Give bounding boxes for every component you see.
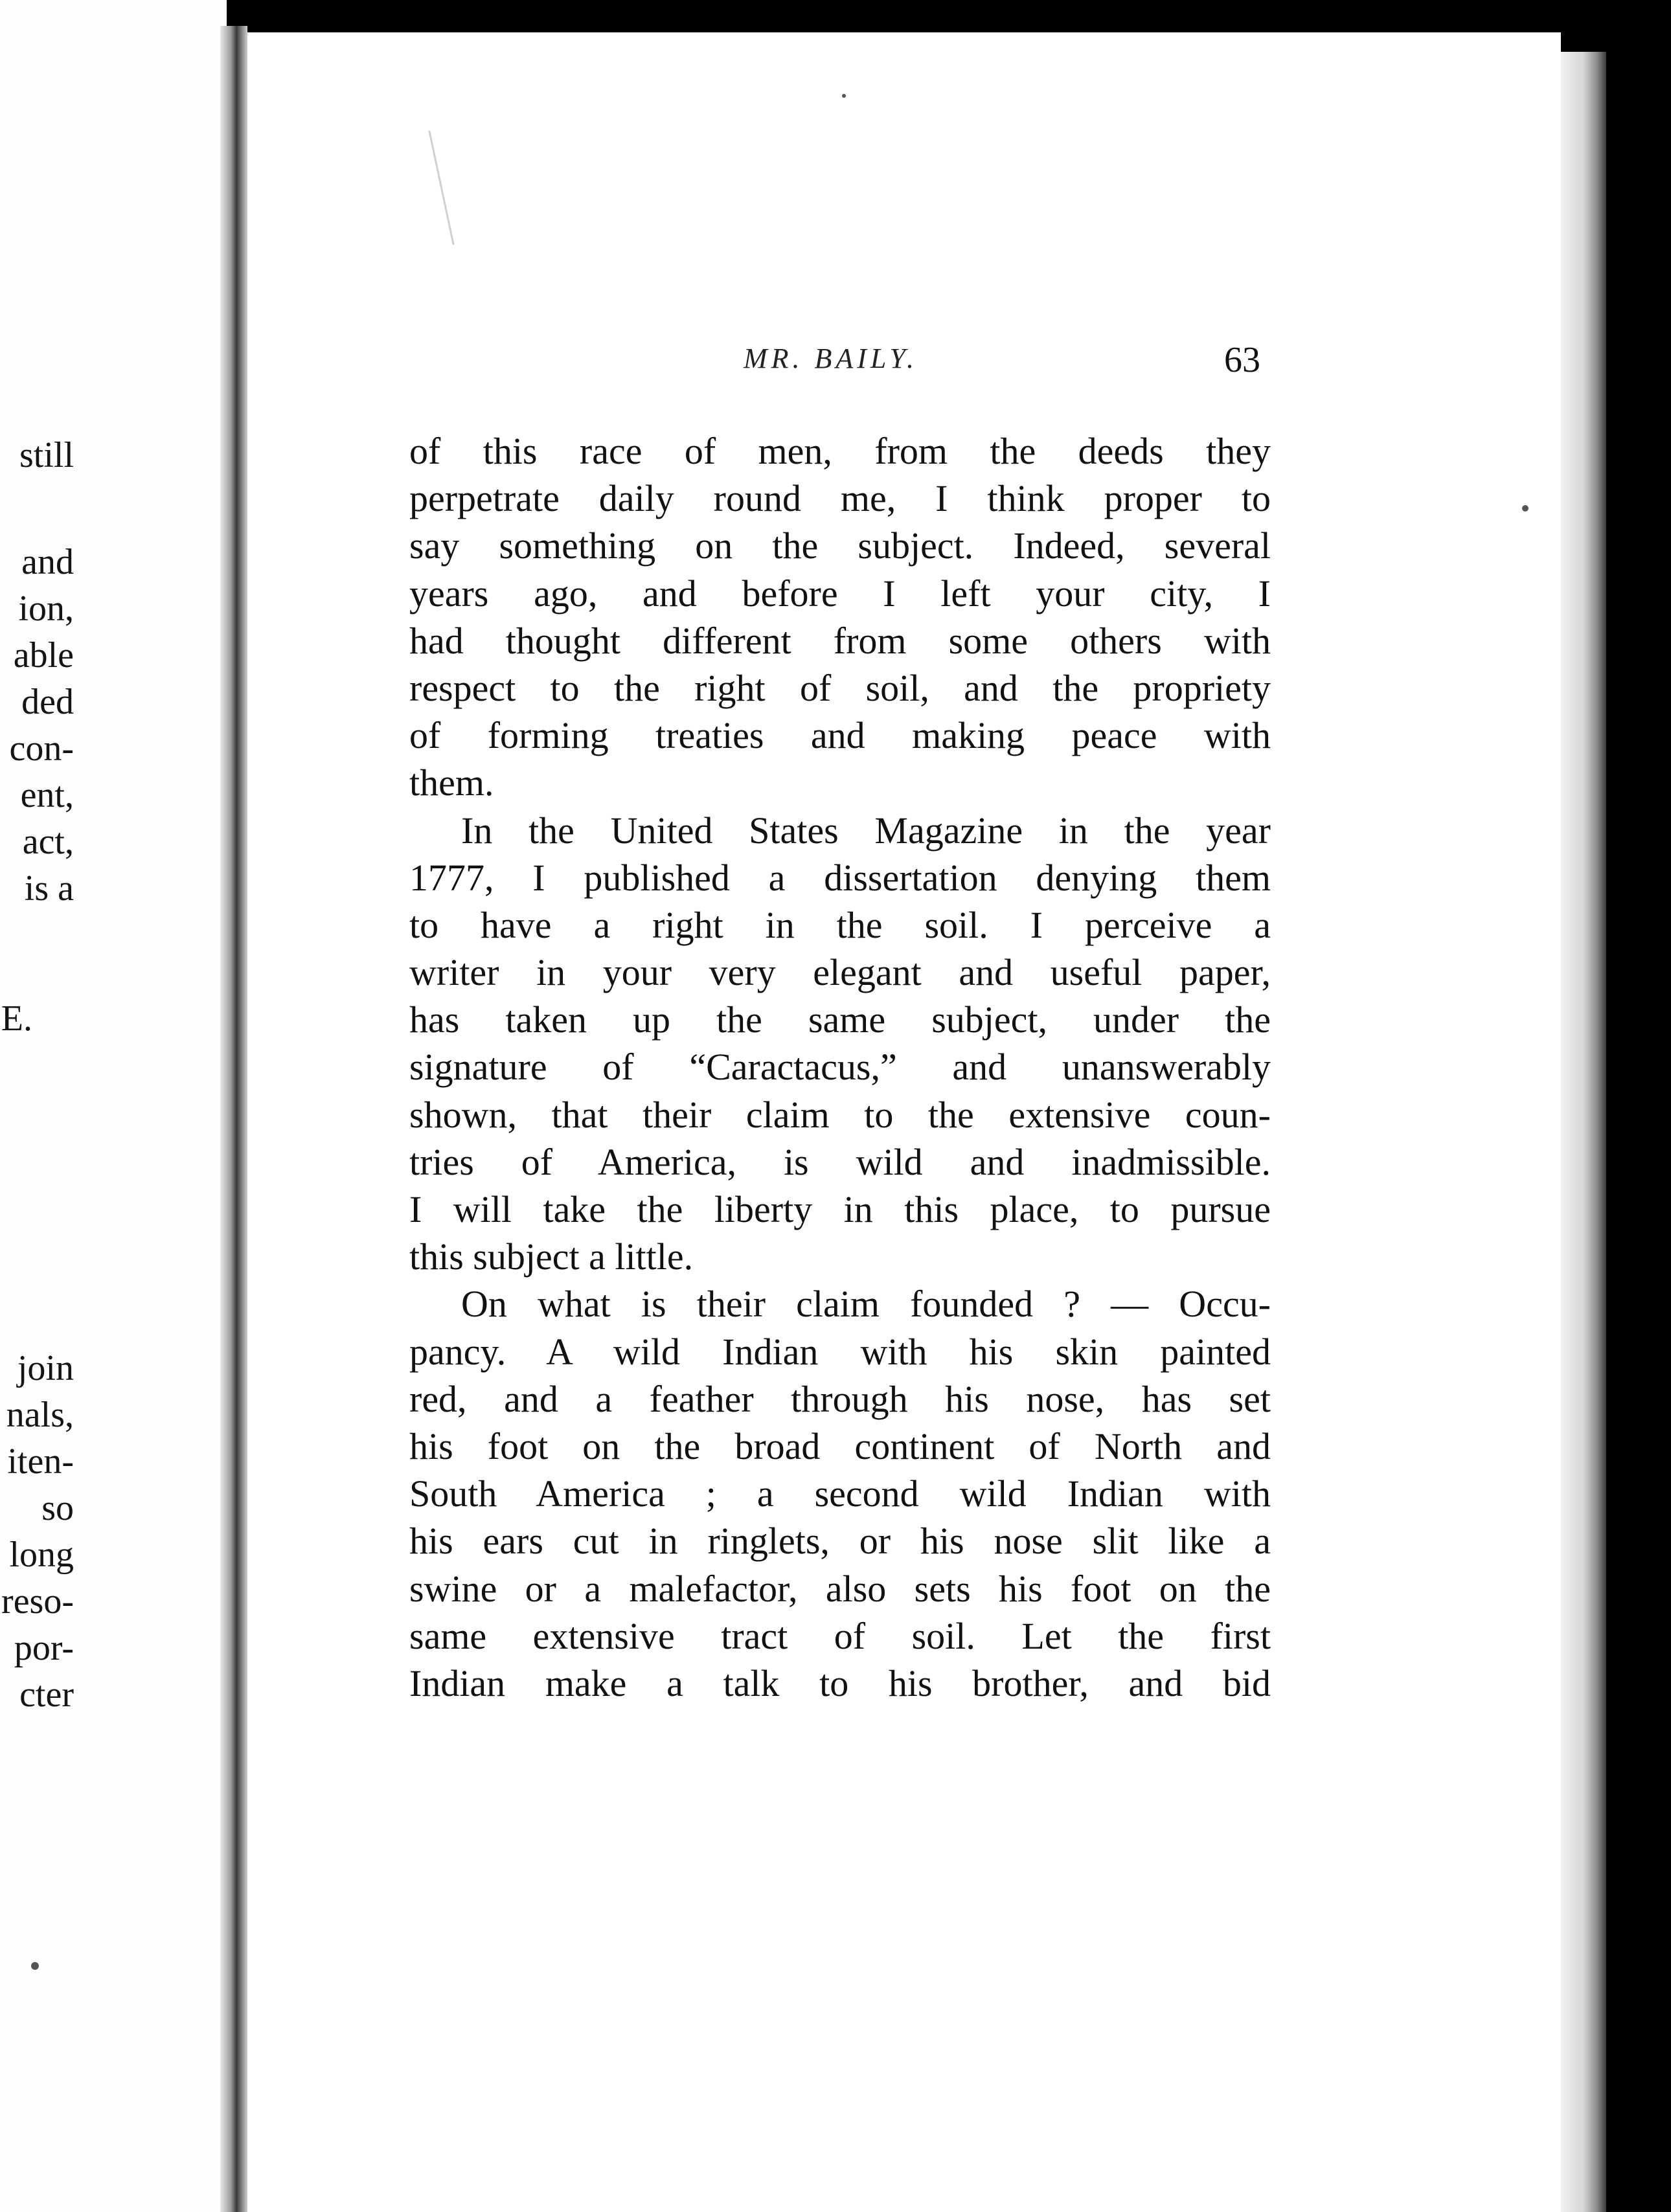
text-line: years ago, and before I left your city, I: [409, 572, 1271, 615]
text-line: South America ; a second wild Indian with: [409, 1473, 1271, 1515]
page-number: 63: [1224, 340, 1260, 380]
left-page-fragment: long: [9, 1535, 74, 1575]
left-page-fragment: iten-: [7, 1441, 74, 1482]
text-line: his ears cut in ringlets, or his nose slit like a: [409, 1520, 1271, 1563]
left-page-fragment: still: [19, 435, 74, 475]
text-line: tries of America, is wild and inadmissible.: [409, 1140, 1271, 1183]
left-page-fragment: con-: [9, 728, 74, 769]
text-line: swine or a malefactor, also sets his foot on the: [409, 1567, 1271, 1610]
text-line: red, and a feather through his nose, has set: [409, 1377, 1271, 1420]
left-page-fragment: able: [13, 635, 74, 675]
left-page-fragment: reso-: [1, 1581, 74, 1621]
text-line: same extensive tract of soil. Let the first: [409, 1614, 1271, 1657]
text-line: signature of “Caractacus,” and unanswerably: [409, 1046, 1271, 1089]
left-page-fragment: ent,: [20, 775, 74, 815]
body-text: [409, 427, 1271, 1707]
text-line: of this race of men, from the deeds they: [409, 430, 1271, 472]
text-line: perpetrate daily round me, I think proper to: [409, 477, 1271, 520]
running-head: MR. BAILY.: [744, 343, 918, 374]
left-page-fragment: ion,: [18, 589, 74, 629]
book-gutter: [220, 26, 247, 2212]
text-line: his foot on the broad continent of North and: [409, 1425, 1271, 1467]
text-line: I will take the liberty in this place, to pursue: [409, 1188, 1271, 1230]
paper-speck: [1522, 505, 1529, 512]
page-edge: [1561, 52, 1606, 2212]
left-page-fragment: ded: [21, 682, 74, 722]
left-page-fragment: cter: [19, 1675, 74, 1715]
left-page-fragment: is a: [24, 868, 74, 909]
text-line: has taken up the same subject, under the: [409, 999, 1271, 1041]
left-page-fragment: nals,: [6, 1395, 74, 1435]
text-line: had thought different from some others with: [409, 619, 1271, 662]
text-line: pancy. A wild Indian with his skin painted: [409, 1330, 1271, 1373]
text-line: writer in your very elegant and useful paper,: [409, 951, 1271, 994]
paper-speck: [31, 1962, 39, 1970]
text-line: In the United States Magazine in the year: [461, 809, 1271, 852]
text-line: 1777, I published a dissertation denying them: [409, 856, 1271, 899]
text-line: say something on the subject. Indeed, several: [409, 525, 1271, 567]
left-page-fragment: act,: [22, 822, 74, 862]
text-line: On what is their claim founded ? — Occu-: [461, 1283, 1271, 1326]
text-line: Indian make a talk to his brother, and bid: [409, 1662, 1271, 1704]
left-page-fragment: E.: [1, 999, 32, 1039]
left-page-fragment: and: [21, 542, 74, 582]
left-page-fragment: por-: [14, 1628, 74, 1668]
left-facing-page: [0, 0, 227, 2212]
text-line: respect to the right of soil, and the propriety: [409, 666, 1271, 709]
text-line: this subject a little.: [409, 1236, 694, 1278]
text-line: of forming treaties and making peace with: [409, 714, 1271, 757]
left-page-fragment: so: [41, 1488, 74, 1528]
text-line: them.: [409, 762, 494, 804]
paper-speck: [842, 94, 846, 98]
text-line: shown, that their claim to the extensive coun-: [409, 1093, 1271, 1136]
left-page-fragment: join: [17, 1348, 74, 1388]
text-line: to have a right in the soil. I perceive a: [409, 903, 1271, 946]
